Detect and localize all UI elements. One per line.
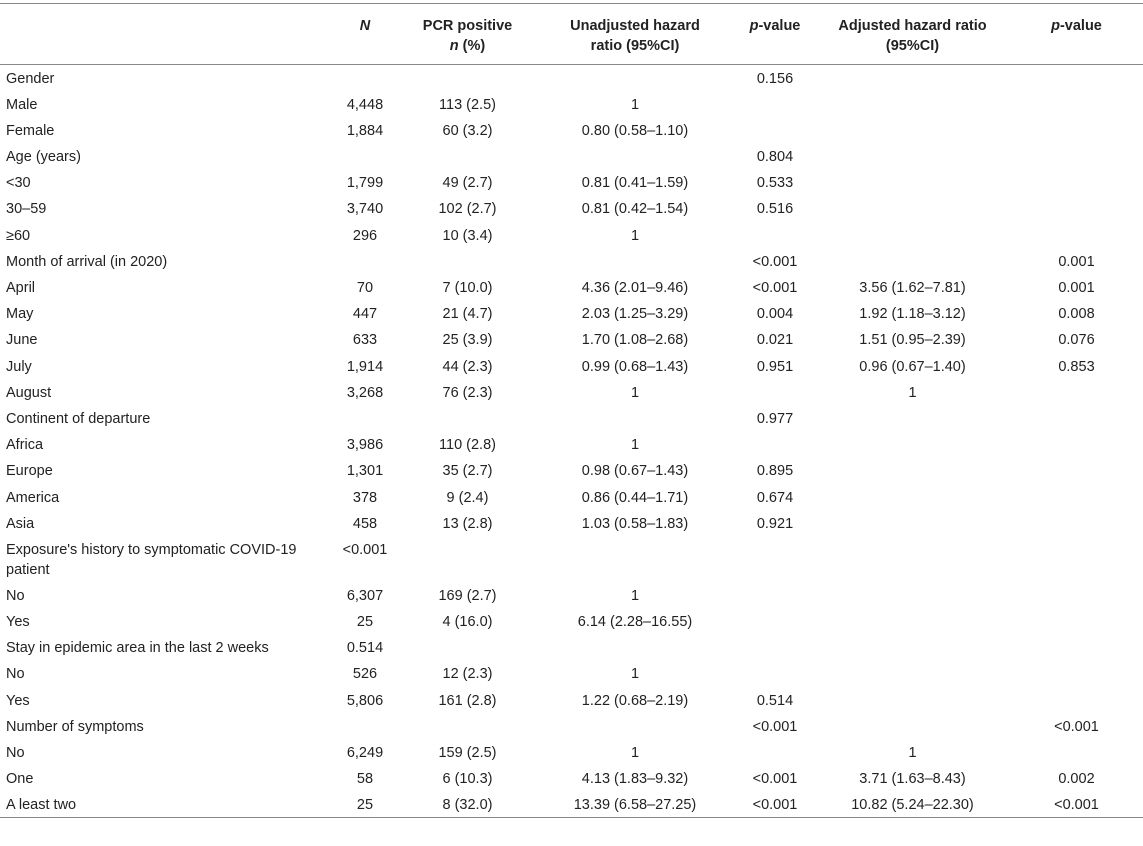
table-row (0, 791, 1143, 817)
cell-pcr-positive (400, 713, 535, 739)
cell-p-value-1 (735, 582, 815, 608)
cell-adjusted-hr (815, 510, 1010, 536)
cell-pcr-positive: 25 (3.9) (442, 332, 493, 349)
cell-p-value-1: <0.001 (752, 253, 798, 270)
cell-n: 633 (352, 332, 378, 349)
cell-n: 0.514 (346, 640, 384, 657)
table-row (0, 91, 1143, 117)
results-table (0, 3, 1143, 818)
cell-n: 5,806 (346, 692, 384, 709)
table-row (0, 326, 1143, 352)
cell-adjusted-hr: 1 (908, 745, 917, 761)
cell-n: 3,268 (346, 384, 384, 401)
table-row (0, 405, 1143, 431)
cell-n: 25 (356, 614, 374, 631)
cell-pcr-positive: 113 (2.5) (439, 96, 496, 113)
cell-p-value-2 (1010, 222, 1143, 248)
table-row (0, 222, 1143, 248)
cell-pcr-positive: 21 (4.7) (442, 306, 493, 323)
cell-unadjusted-hr: 0.99 (0.68–1.43) (581, 358, 689, 375)
cell-unadjusted-hr: 2.03 (1.25–3.29) (581, 306, 689, 323)
cell-unadjusted-hr (535, 536, 735, 582)
cell-n: <0.001 (342, 541, 388, 558)
header-pcr-n: n (449, 38, 459, 54)
cell-p-value-1: <0.001 (752, 718, 798, 735)
cell-p-value-1 (735, 536, 815, 582)
cell-p-value-2 (1010, 634, 1143, 660)
header-adj-line1: Adjusted hazard ratio (838, 18, 987, 34)
header-pcr-pct: (%) (458, 38, 486, 54)
cell-unadjusted-hr (535, 143, 735, 169)
cell-n (330, 143, 400, 169)
cell-p-value-1 (735, 660, 815, 686)
cell-n: 1,301 (346, 463, 384, 480)
cell-adjusted-hr: 1.92 (1.18–3.12) (859, 306, 966, 323)
table-row (0, 510, 1143, 536)
cell-unadjusted-hr: 1 (630, 587, 640, 604)
cell-adjusted-hr (815, 405, 1010, 431)
cell-unadjusted-hr (535, 248, 735, 274)
cell-pcr-positive: 7 (10.0) (442, 280, 493, 296)
cell-n: 1,914 (346, 358, 384, 375)
cell-pcr-positive: 13 (2.8) (442, 515, 493, 532)
table-row (0, 274, 1143, 300)
header-adjusted-hr (815, 4, 1010, 65)
cell-adjusted-hr (815, 143, 1010, 169)
cell-p-value-1: 0.921 (756, 515, 794, 532)
header-p-value-2 (1010, 4, 1143, 65)
cell-pcr-positive: 8 (32.0) (442, 797, 493, 814)
cell-p-value-2: <0.001 (1054, 718, 1099, 735)
cell-adjusted-hr (815, 169, 1010, 195)
cell-n (330, 713, 400, 739)
cell-unadjusted-hr (535, 713, 735, 739)
cell-pcr-positive (400, 536, 535, 582)
table-row (0, 634, 1143, 660)
table-body (0, 65, 1143, 818)
cell-pcr-positive: 159 (2.5) (438, 745, 497, 761)
cell-p-value-1: <0.001 (752, 280, 798, 296)
cell-n: 447 (352, 306, 378, 323)
table-row (0, 379, 1143, 405)
cell-adjusted-hr (815, 65, 1010, 91)
table-row (0, 536, 1143, 582)
cell-unadjusted-hr: 1 (630, 437, 640, 454)
cell-pcr-positive: 10 (3.4) (442, 227, 493, 244)
cell-pcr-positive (400, 65, 535, 91)
cell-p-value-2 (1010, 687, 1143, 713)
cell-pcr-positive: 76 (2.3) (442, 384, 493, 401)
cell-pcr-positive (400, 405, 535, 431)
row-label: No (6, 666, 25, 683)
cell-n: 25 (356, 797, 374, 814)
row-label: ≥60 (6, 227, 31, 244)
row-label: <30 (6, 175, 31, 192)
cell-p-value-1 (735, 608, 815, 634)
cell-adjusted-hr: 0.96 (0.67–1.40) (859, 358, 966, 375)
row-label: Number of symptoms (6, 718, 144, 735)
header-p2-p: p (1051, 18, 1060, 34)
row-label: April (6, 280, 36, 296)
cell-p-value-1: 0.533 (756, 175, 794, 192)
cell-adjusted-hr (815, 248, 1010, 274)
cell-n: 378 (352, 489, 378, 506)
cell-pcr-positive: 44 (2.3) (442, 358, 493, 375)
cell-n: 296 (352, 227, 378, 244)
cell-pcr-positive: 6 (10.3) (442, 771, 493, 788)
row-label: Gender (6, 71, 55, 87)
cell-p-value-2: 0.002 (1058, 771, 1095, 788)
table-row (0, 169, 1143, 195)
cell-p-value-1: 0.004 (756, 306, 794, 323)
cell-adjusted-hr (815, 687, 1010, 713)
cell-unadjusted-hr: 0.81 (0.42–1.54) (581, 201, 689, 218)
header-blank (0, 4, 330, 65)
cell-n: 1,799 (346, 175, 384, 192)
cell-unadjusted-hr: 13.39 (6.58–27.25) (573, 797, 697, 814)
header-p1-rest: -value (758, 18, 801, 34)
cell-unadjusted-hr: 1.22 (0.68–2.19) (581, 692, 689, 709)
cell-adjusted-hr: 3.56 (1.62–7.81) (859, 280, 966, 296)
cell-n: 3,986 (346, 437, 384, 454)
cell-adjusted-hr: 3.71 (1.63–8.43) (859, 771, 966, 788)
row-label: Africa (6, 437, 44, 454)
header-unadj-line1: Unadjusted hazard (570, 18, 700, 34)
cell-unadjusted-hr: 1.70 (1.08–2.68) (581, 332, 689, 349)
header-p-value-1 (735, 4, 815, 65)
cell-p-value-2 (1010, 660, 1143, 686)
cell-pcr-positive: 161 (2.8) (438, 692, 497, 709)
row-label: Europe (6, 463, 53, 480)
row-label: June (6, 332, 38, 349)
table-row (0, 765, 1143, 791)
cell-n: 1,884 (346, 122, 384, 139)
cell-adjusted-hr (815, 431, 1010, 457)
cell-unadjusted-hr: 6.14 (2.28–16.55) (577, 614, 693, 631)
header-n (330, 4, 400, 65)
cell-pcr-positive: 60 (3.2) (442, 122, 493, 139)
cell-adjusted-hr: 1 (908, 384, 917, 401)
table-row (0, 143, 1143, 169)
cell-pcr-positive (400, 143, 535, 169)
row-label: America (6, 489, 60, 506)
cell-adjusted-hr: 10.82 (5.24–22.30) (851, 797, 974, 814)
table-row (0, 65, 1143, 91)
cell-pcr-positive: 4 (16.0) (442, 614, 493, 631)
cell-adjusted-hr: 1.51 (0.95–2.39) (859, 332, 966, 349)
cell-pcr-positive: 49 (2.7) (442, 175, 493, 192)
row-label: Yes (6, 614, 30, 631)
header-p2-rest: -value (1059, 18, 1102, 34)
cell-p-value-1: 0.895 (756, 463, 794, 480)
row-label: 30–59 (6, 201, 47, 218)
row-label: Stay in epidemic area in the last 2 weeks (6, 640, 269, 657)
header-pcr-positive (400, 4, 535, 65)
row-label: Exposure's history to symptomatic COVID-19 patient (6, 541, 297, 578)
cell-unadjusted-hr: 0.86 (0.44–1.71) (581, 489, 689, 506)
row-label: Month of arrival (in 2020) (6, 253, 168, 270)
cell-unadjusted-hr: 1 (630, 666, 640, 683)
cell-pcr-positive: 110 (2.8) (439, 437, 496, 454)
row-label: One (6, 771, 34, 788)
table-row (0, 353, 1143, 379)
cell-pcr-positive: 169 (2.7) (438, 587, 497, 604)
cell-p-value-2 (1010, 739, 1143, 765)
cell-pcr-positive: 35 (2.7) (442, 463, 493, 480)
cell-unadjusted-hr: 0.81 (0.41–1.59) (581, 175, 689, 192)
cell-p-value-2 (1010, 608, 1143, 634)
header-n-label: N (359, 18, 371, 34)
row-label: Male (6, 96, 38, 113)
cell-n: 458 (352, 515, 378, 532)
header-row (0, 4, 1143, 65)
row-label: Continent of departure (6, 410, 151, 427)
table-header (0, 4, 1143, 65)
cell-p-value-1 (735, 222, 815, 248)
table-row (0, 117, 1143, 143)
cell-n (330, 65, 400, 91)
cell-p-value-2 (1010, 379, 1143, 405)
cell-p-value-1: 0.951 (756, 358, 794, 375)
cell-unadjusted-hr (535, 405, 735, 431)
header-p1-p: p (749, 18, 759, 34)
cell-p-value-2: 0.853 (1058, 358, 1095, 375)
cell-pcr-positive (400, 248, 535, 274)
cell-pcr-positive (400, 634, 535, 660)
cell-p-value-2 (1010, 457, 1143, 483)
cell-pcr-positive: 12 (2.3) (442, 666, 493, 683)
table-row (0, 582, 1143, 608)
cell-adjusted-hr (815, 484, 1010, 510)
cell-p-value-2 (1010, 65, 1143, 91)
cell-n: 70 (356, 280, 374, 296)
cell-n: 4,448 (346, 96, 384, 113)
cell-p-value-2 (1010, 195, 1143, 221)
cell-unadjusted-hr: 1 (630, 745, 640, 761)
row-label: No (6, 745, 25, 761)
cell-p-value-1: 0.977 (756, 410, 794, 427)
table-row (0, 457, 1143, 483)
header-unadjusted-hr (535, 4, 735, 65)
row-label: May (6, 306, 34, 323)
cell-p-value-2: 0.008 (1058, 306, 1095, 323)
row-label: Yes (6, 692, 30, 709)
cell-p-value-2 (1010, 431, 1143, 457)
cell-p-value-2 (1010, 510, 1143, 536)
cell-n (330, 248, 400, 274)
header-pcr-line1: PCR positive (422, 18, 513, 34)
cell-adjusted-hr (815, 536, 1010, 582)
cell-n: 58 (356, 771, 374, 788)
cell-p-value-2: 0.076 (1058, 332, 1095, 349)
header-adj-line2: (95%CI) (885, 38, 940, 54)
cell-unadjusted-hr: 4.13 (1.83–9.32) (581, 771, 689, 788)
cell-adjusted-hr (815, 582, 1010, 608)
table-row (0, 484, 1143, 510)
cell-adjusted-hr (815, 713, 1010, 739)
cell-p-value-1: 0.021 (756, 332, 794, 349)
cell-p-value-2 (1010, 117, 1143, 143)
cell-p-value-2 (1010, 405, 1143, 431)
cell-unadjusted-hr: 1 (630, 384, 640, 401)
cell-p-value-1: <0.001 (752, 771, 798, 788)
row-label: August (6, 384, 52, 401)
cell-pcr-positive: 9 (2.4) (446, 489, 489, 506)
cell-n: 3,740 (346, 201, 384, 218)
row-label: Female (6, 122, 55, 139)
cell-unadjusted-hr (535, 634, 735, 660)
cell-p-value-1 (735, 117, 815, 143)
cell-p-value-1: 0.674 (756, 489, 794, 506)
cell-unadjusted-hr: 1.03 (0.58–1.83) (581, 515, 689, 532)
cell-n (330, 405, 400, 431)
cell-p-value-2: 0.001 (1058, 253, 1095, 270)
cell-pcr-positive: 102 (2.7) (438, 201, 497, 218)
cell-adjusted-hr (815, 660, 1010, 686)
cell-unadjusted-hr: 4.36 (2.01–9.46) (581, 280, 689, 296)
cell-p-value-2 (1010, 484, 1143, 510)
cell-p-value-2 (1010, 91, 1143, 117)
cell-p-value-1: 0.514 (756, 692, 794, 709)
cell-unadjusted-hr (535, 65, 735, 91)
table-row (0, 300, 1143, 326)
table-row (0, 660, 1143, 686)
cell-unadjusted-hr: 0.80 (0.58–1.10) (581, 122, 689, 139)
cell-p-value-1 (735, 634, 815, 660)
table-row (0, 687, 1143, 713)
cell-p-value-2 (1010, 582, 1143, 608)
cell-n: 6,307 (346, 587, 384, 604)
cell-p-value-1 (735, 379, 815, 405)
cell-p-value-1: 0.804 (756, 149, 794, 166)
row-label: A least two (6, 797, 77, 814)
cell-unadjusted-hr: 1 (630, 227, 640, 244)
cell-unadjusted-hr: 1 (630, 96, 640, 113)
cell-p-value-2 (1010, 169, 1143, 195)
table-row (0, 713, 1143, 739)
table-row (0, 431, 1143, 457)
cell-p-value-1 (735, 91, 815, 117)
cell-adjusted-hr (815, 608, 1010, 634)
cell-p-value-2: 0.001 (1058, 280, 1095, 296)
cell-p-value-1: <0.001 (752, 797, 798, 814)
table-row (0, 195, 1143, 221)
cell-p-value-2: <0.001 (1054, 797, 1099, 814)
table-row (0, 739, 1143, 765)
cell-p-value-1 (735, 431, 815, 457)
row-label: Age (years) (6, 149, 81, 166)
cell-n: 6,249 (346, 745, 384, 761)
cell-unadjusted-hr: 0.98 (0.67–1.43) (581, 463, 689, 480)
table-row (0, 608, 1143, 634)
cell-adjusted-hr (815, 195, 1010, 221)
row-label: No (6, 587, 25, 604)
cell-adjusted-hr (815, 91, 1010, 117)
cell-p-value-2 (1010, 143, 1143, 169)
cell-adjusted-hr (815, 222, 1010, 248)
cell-adjusted-hr (815, 457, 1010, 483)
row-label: Asia (6, 515, 35, 532)
cell-p-value-1 (735, 739, 815, 765)
header-unadj-line2: ratio (95%CI) (590, 38, 680, 54)
cell-p-value-2 (1010, 536, 1143, 582)
table-row (0, 248, 1143, 274)
cell-p-value-1: 0.156 (756, 71, 794, 87)
row-label: July (6, 358, 32, 375)
cell-n: 526 (352, 666, 378, 683)
cell-adjusted-hr (815, 117, 1010, 143)
cell-p-value-1: 0.516 (756, 201, 794, 218)
cell-adjusted-hr (815, 634, 1010, 660)
